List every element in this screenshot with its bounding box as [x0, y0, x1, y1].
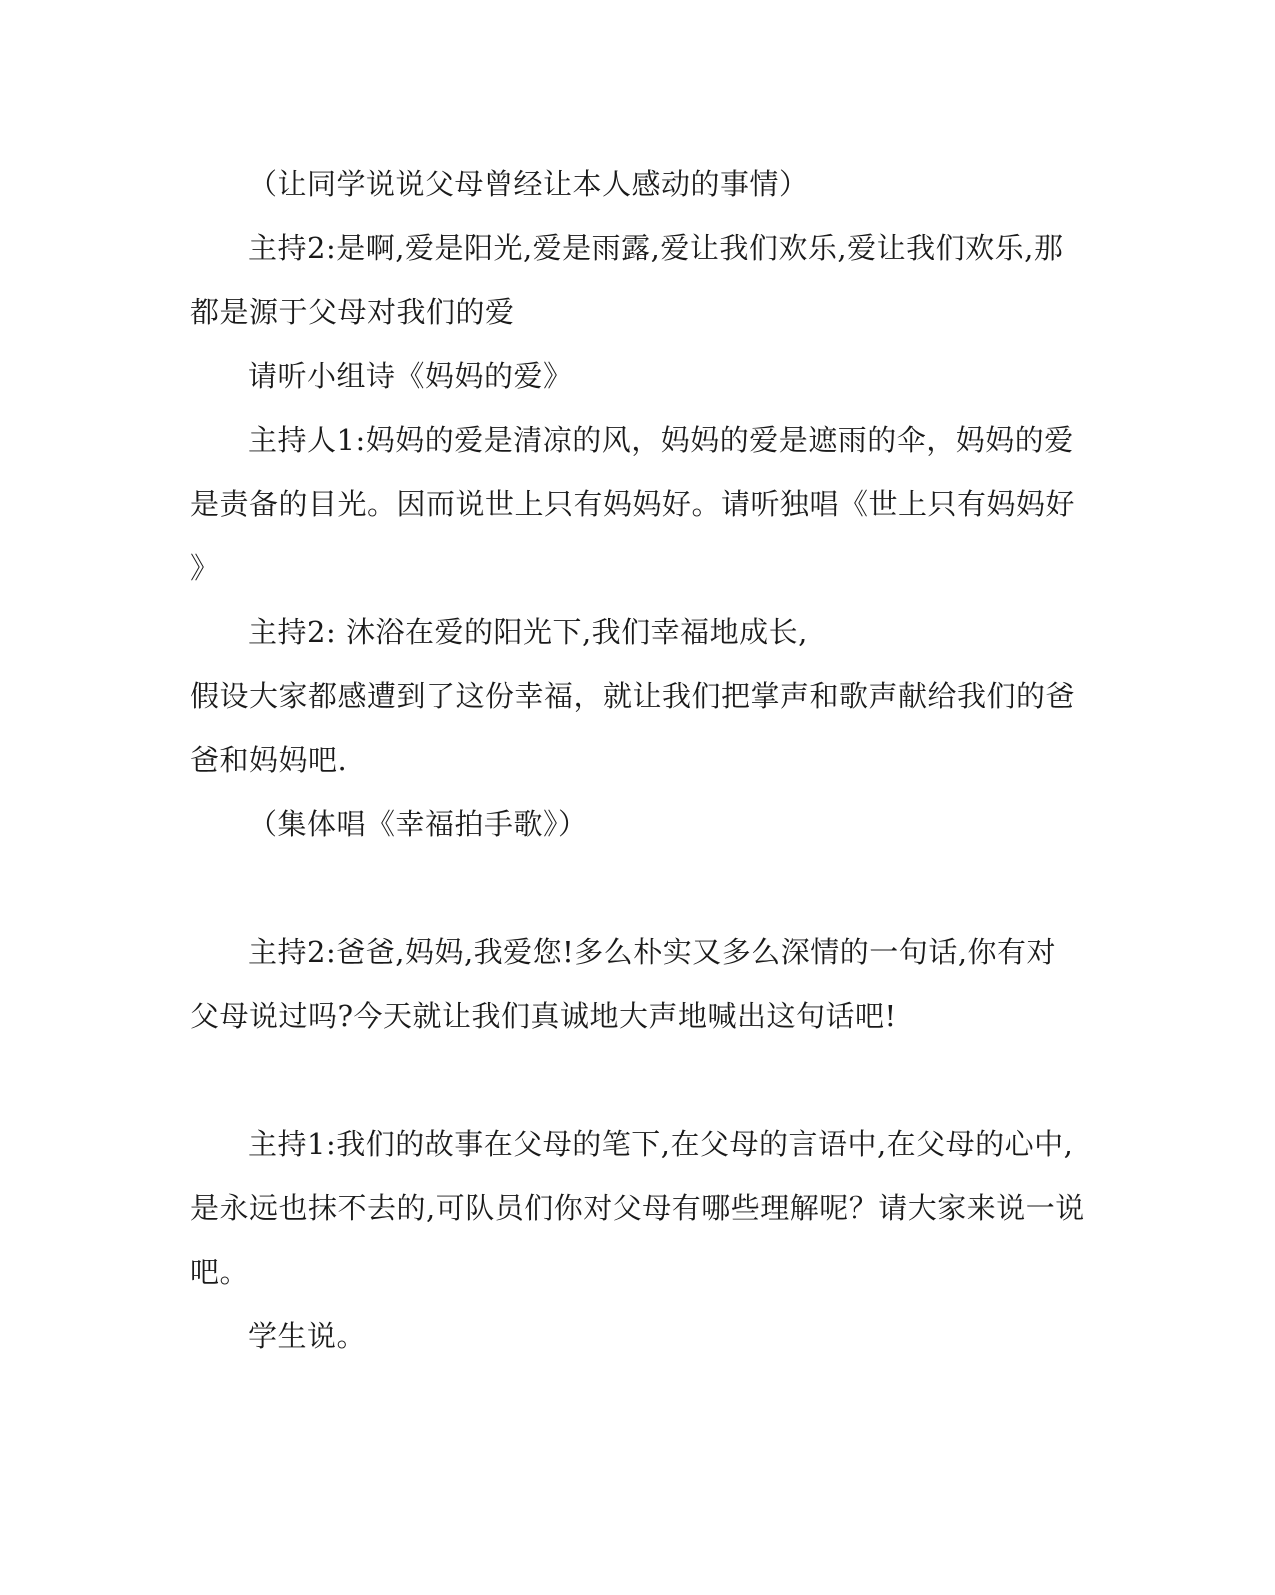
paragraph-line: 》 — [190, 551, 220, 585]
paragraph-line: （让同学说说父母曾经让本人感动的事情） — [248, 167, 809, 201]
paragraph-line: 主持2:是啊,爱是阳光,爱是雨露,爱让我们欢乐,爱让我们欢乐,那 — [248, 231, 1064, 265]
paragraph-line: 学生说。 — [248, 1319, 367, 1353]
paragraph-line: 是责备的目光。因而说世上只有妈妈好。请听独唱《世上只有妈妈好 — [190, 487, 1076, 521]
paragraph-line: 主持1:我们的故事在父母的笔下,在父母的言语中,在父母的心中, — [248, 1127, 1074, 1161]
paragraph-line: 请听小组诗《妈妈的爱》 — [248, 359, 573, 393]
paragraph-line: 吧。 — [190, 1255, 250, 1289]
paragraph-line: 爸和妈妈吧. — [190, 743, 348, 777]
paragraph-line: 主持2: 沐浴在爱的阳光下,我们幸福地成长, — [248, 615, 808, 649]
paragraph-line: 都是源于父母对我们的爱 — [190, 295, 515, 329]
paragraph-line: （集体唱《幸福拍手歌》） — [248, 807, 588, 841]
paragraph-line: 假设大家都感遭到了这份幸福，就让我们把掌声和歌声献给我们的爸 — [190, 679, 1076, 713]
paragraph-line: 主持2:爸爸,妈妈,我爱您!多么朴实又多么深情的一句话,你有对 — [248, 935, 1057, 969]
paragraph-line: 是永远也抹不去的,可队员们你对父母有哪些理解呢？请大家来说一说 — [190, 1191, 1085, 1225]
paragraph-line: 主持人1:妈妈的爱是清凉的风，妈妈的爱是遮雨的伞，妈妈的爱 — [248, 423, 1074, 457]
paragraph-line: 父母说过吗?今天就让我们真诚地大声地喊出这句话吧! — [190, 999, 897, 1033]
